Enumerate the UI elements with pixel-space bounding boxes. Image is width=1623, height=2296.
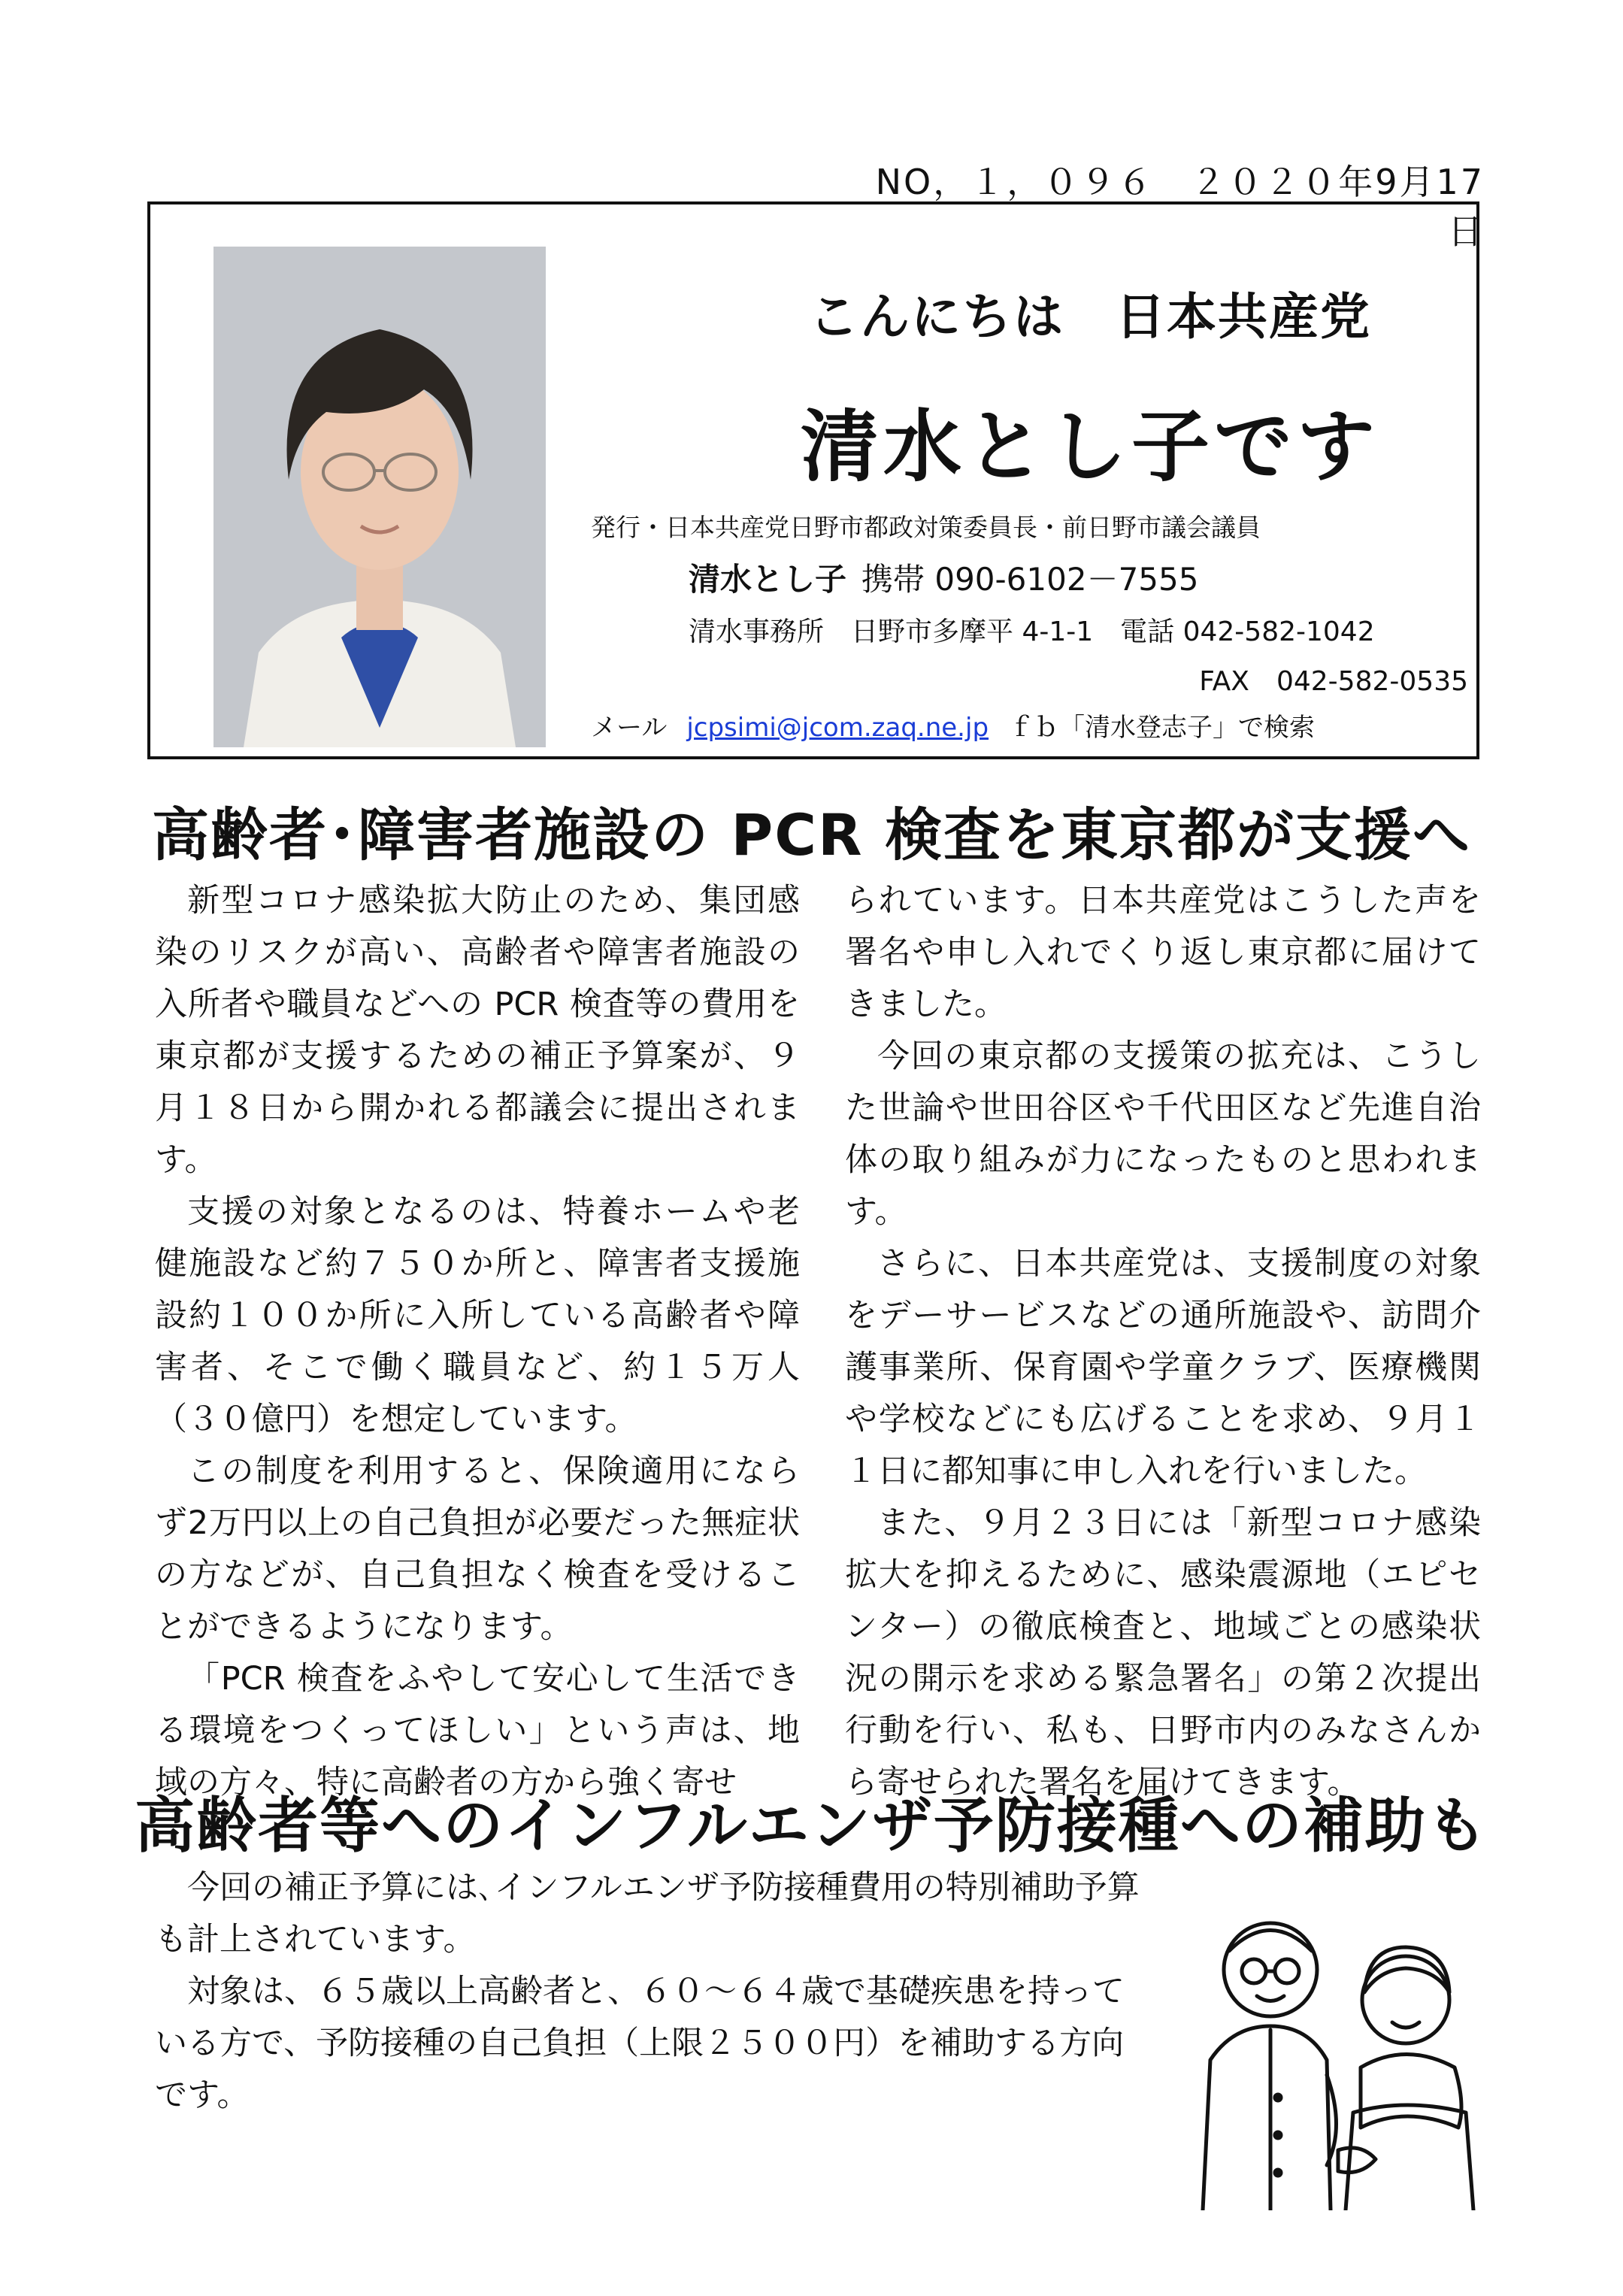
- contact-phone: 携帯 090-6102－7555: [861, 561, 1199, 598]
- article-2-body: [155, 1862, 1140, 2122]
- article-1-paragraph: 新型コロナ感染拡大防止のため、集団感染のリスクが高い、高齢者や障害者施設の入所者や職員などへの PCR 検査等の費用を東京都が支援するための補正予算案が、９月１８日から開かれる都議会に提出されます。: [155, 882, 800, 1179]
- greeting-heading: こんにちは 日本共産党: [809, 288, 1371, 346]
- contact-name: 清水とし子: [689, 561, 847, 598]
- fax-line: FAX 042-582-0535: [1199, 666, 1468, 697]
- article-1-paragraph: 「PCR 検査をふやして安心して生活できる環境をつくってほしい」という声は、地域の方々、特に高齢者の方から強く寄せ: [155, 1660, 800, 1801]
- article-1-right-column: [845, 875, 1481, 1809]
- article-1-paragraph: 今回の東京都の支援策の拡充は、こうした世論や世田谷区や千代田区など先進自治体の取り組みが力になったものと思われます。: [845, 1037, 1481, 1231]
- mail-label: メール: [591, 713, 668, 743]
- issue-number-date: NO，１，０９６ ２０２０年9月17日: [875, 162, 1485, 252]
- portrait-photo: [213, 247, 546, 747]
- article-2-paragraph: 対象は、６５歳以上高齢者と、６０～６４歳で基礎疾患を持っている方で、予防接種の自己負担（上限２５００円）を補助する方向です。: [155, 1973, 1125, 2114]
- name-title: 清水とし子です: [800, 401, 1379, 492]
- mail-line: [591, 707, 1463, 744]
- article-1-paragraph: この制度を利用すると、保険適用にならず2万円以上の自己負担が必要だった無症状の方などが、自己負担なく検査を受けることができるようになります。: [155, 1452, 800, 1646]
- office-line: 清水事務所 日野市多摩平 4-1-1 電話 042-582-1042: [689, 616, 1375, 647]
- contact-line: [689, 555, 1470, 600]
- article-1-paragraph: 支援の対象となるのは、特養ホームや老健施設など約７５０か所と、障害者支援施設約１００か所に入所している高齢者や障害者、そこで働く職員など、約１５万人（３０億円）を想定しています。: [155, 1193, 800, 1438]
- article-1-paragraph: また、９月２３日には「新型コロナ感染拡大を抑えるために、感染震源地（エピセンター）の徹底検査と、地域ごとの感染状況の開示を求める緊急署名」の第２次提出行動を行い、私も、日野市内のみなさんから寄せられた署名を届けてきます。: [845, 1504, 1481, 1801]
- elderly-couple-illustration: [1158, 1880, 1488, 2210]
- facebook-search-text: ｆｂ「清水登志子」で検索: [1008, 713, 1316, 743]
- article-1-paragraph: さらに、日本共産党は、支援制度の対象をデーサービスなどの通所施設や、訪問介護事業所、保育園や学童クラブ、医療機関や学校などにも広げることを求め、９月１１日に都知事に申し入れを行いました。: [845, 1245, 1481, 1490]
- article-1-headline: 高齢者･障害者施設の PCR 検査を東京都が支援へ: [152, 801, 1471, 868]
- email-link[interactable]: jcpsimi@jcom.zaq.ne.jp: [686, 713, 989, 743]
- article-2-paragraph: 今回の補正予算には､インフルエンザ予防接種費用の特別補助予算も計上されています。: [155, 1869, 1140, 1958]
- article-2-headline: 高齢者等へのインフルエンザ予防接種への補助も: [135, 1791, 1488, 1861]
- article-1-continuation: られています。日本共産党はこうした声を署名や申し入れでくり返し東京都に届けてきました。: [845, 882, 1481, 1023]
- publisher-line: 発行・日本共産党日野市都政対策委員長・前日野市議会議員: [591, 513, 1261, 542]
- article-1-left-column: [155, 875, 800, 1809]
